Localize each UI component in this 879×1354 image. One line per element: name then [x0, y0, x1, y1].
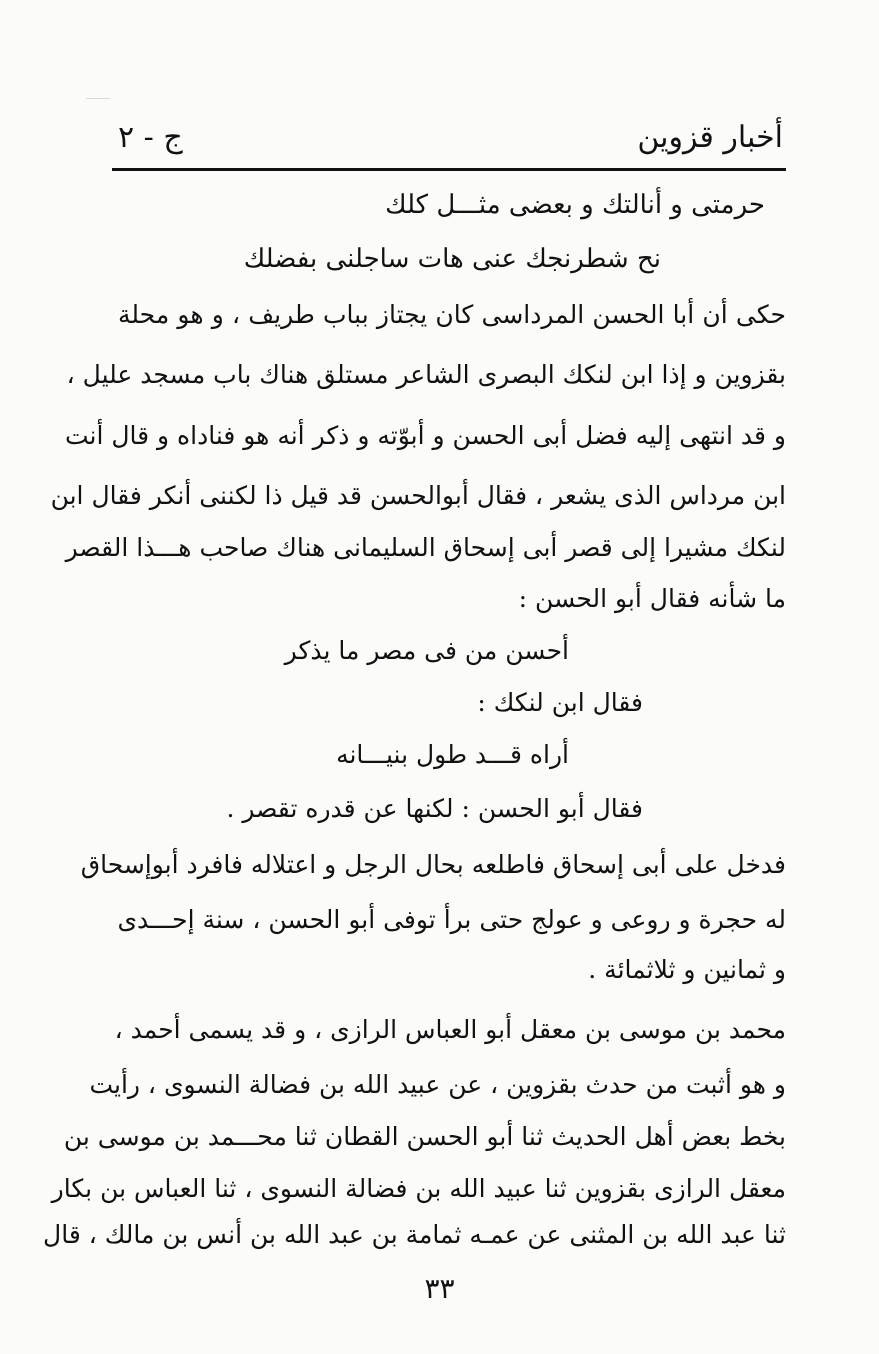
text-line: بقزوين و إذا ابن لنكك البصرى الشاعر مستلق هناك باب مسجد عليل ، [66, 360, 786, 389]
header-rule [112, 168, 786, 171]
text-line: فدخل على أبى إسحاق فاطلعه بحال الرجل و اعتلاله فافرد أبوإسحاق [80, 850, 786, 879]
page-number: ٣٣ [424, 1272, 455, 1305]
text-line: فقال ابن لنكك : [477, 688, 643, 717]
running-title: أخبار قزوين [637, 120, 783, 155]
text-line: و قد انتهى إليه فضل أبى الحسن و أبوّته و ذكر أنه هو فناداه و قال أنت [64, 421, 786, 450]
verse-line: حرمتى و أنالتك و بعضى مثـــل كلك [385, 190, 765, 220]
text-line: حكى أن أبا الحسن المرداسى كان يجتاز بباب طريف ، و هو محلة [118, 300, 786, 329]
verse-line: أحسن من فى مصر ما يذكر [284, 636, 569, 665]
text-line: له حجرة و روعى و عولج حتى برأ توفى أبو الحسن ، سنة إحـــدى [117, 905, 786, 934]
text-line: ابن مرداس الذى يشعر ، فقال أبوالحسن قد قيل ذا لكننى أنكر فقال ابن [50, 481, 786, 510]
verse-line: نح شطرنجك عنى هات ساجلنى بفضلك [243, 244, 661, 274]
volume-label: ج - ٢ [118, 120, 183, 155]
text-line: ما شأنه فقال أبو الحسن : [518, 584, 786, 613]
text-line: لنكك مشيرا إلى قصر أبى إسحاق السليمانى هناك صاحب هـــذا القصر [65, 533, 786, 562]
verse-line: أراه قـــد طول بنيـــانه [336, 740, 569, 769]
text-line: بخط بعض أهل الحديث ثنا أبو الحسن القطان ثنا محـــمد بن موسى بن [63, 1122, 786, 1151]
text-line: محمد بن موسى بن معقل أبو العباس الرازى ، و قد يسمى أحمد ، [114, 1015, 786, 1044]
text-line: و ثمانين و ثلاثمائة . [588, 955, 786, 984]
text-line: ثنا عبد الله بن المثنى عن عمـه ثمامة بن عبد الله بن أنس بن مالك ، قال [43, 1220, 786, 1249]
text-line: فقال أبو الحسن : لكنها عن قدره تقصر . [226, 794, 643, 823]
text-line: و هو أثبت من حدث بقزوين ، عن عبيد الله بن فضالة النسوى ، رأيت [89, 1070, 786, 1099]
text-line: معقل الرازى بقزوين ثنا عبيد الله بن فضالة النسوى ، ثنا العباس بن بكار [51, 1174, 786, 1203]
scan-mark [86, 98, 110, 99]
